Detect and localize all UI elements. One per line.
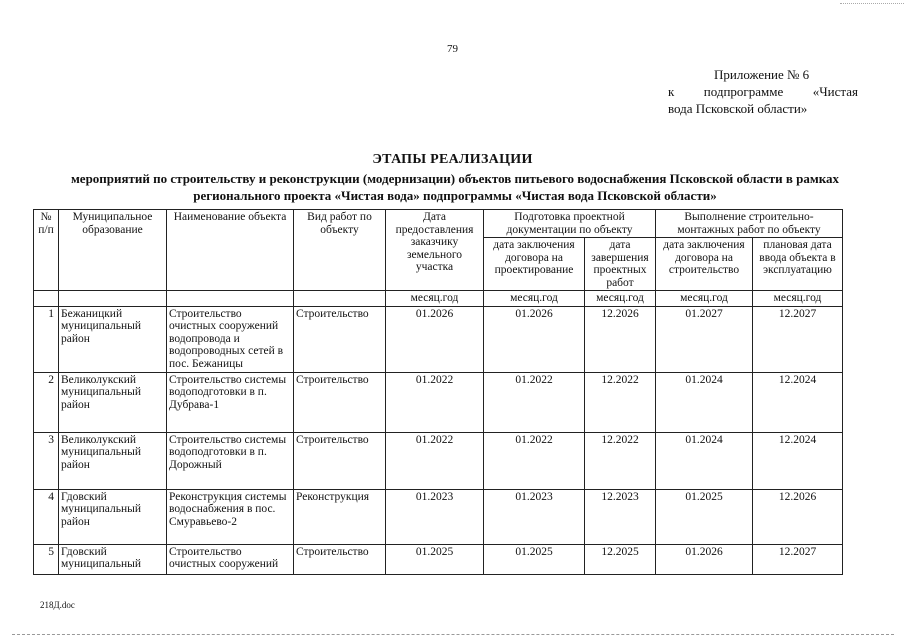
cell-design-contract: 01.2026: [484, 306, 585, 372]
cell-land-date: 01.2022: [386, 372, 484, 432]
appendix-word: «Чистая: [812, 84, 858, 99]
cell-work-type: Реконструкция: [294, 489, 386, 544]
unit-label: месяц.год: [585, 291, 656, 307]
cell-construction-contract: 01.2025: [656, 489, 753, 544]
unit-label: месяц.год: [484, 291, 585, 307]
page-bottom-edge: [12, 634, 894, 635]
cell-municipality: Бежаницкий муниципальный район: [59, 306, 167, 372]
unit-label: месяц.год: [656, 291, 753, 307]
unit-label: месяц.год: [386, 291, 484, 307]
cell-object: Реконструкция системы водоснабжения в пос. Смуравьево-2: [167, 489, 294, 544]
cell-land-date: 01.2025: [386, 544, 484, 574]
document-title: ЭТАПЫ РЕАЛИЗАЦИИ: [372, 152, 533, 167]
cell-num: 4: [34, 489, 59, 544]
cell-work-type: Строительство: [294, 306, 386, 372]
cell-construction-contract: 01.2024: [656, 432, 753, 489]
header-num: № п/п: [34, 210, 59, 291]
cell-num: 1: [34, 306, 59, 372]
header-design-finish: дата завершения проектных работ: [585, 238, 656, 291]
table-row: [34, 432, 843, 489]
header-construction-contract: дата заключения договора на строительство: [656, 238, 753, 291]
cell-design-contract: 01.2022: [484, 372, 585, 432]
stages-table: [33, 209, 843, 575]
header-municipality: Муниципальное образование: [59, 210, 167, 291]
cell-design-finish: 12.2025: [585, 544, 656, 574]
cell-num: 5: [34, 544, 59, 574]
cell-work-type: Строительство: [294, 544, 386, 574]
cell-land-date: 01.2022: [386, 432, 484, 489]
cell-design-finish: 12.2022: [585, 372, 656, 432]
header-design-group: Подготовка проектной документации по объекту: [484, 210, 656, 238]
cell-design-finish: 12.2022: [585, 432, 656, 489]
document-subtitle: мероприятий по строительству и реконструкции (модернизации) объектов питьевого водоснабжения Псковской области в рамках регионального проекта «Чистая вода» подпрограммы «Чистая вода Псковской области»: [70, 171, 840, 203]
table-row: [34, 544, 843, 574]
cell-commissioning: 12.2024: [753, 432, 843, 489]
cell-work-type: Строительство: [294, 372, 386, 432]
header-construction-group: Выполнение строительно-монтажных работ по объекту: [656, 210, 843, 238]
cell-object: Строительство очистных сооружений: [167, 544, 294, 574]
cell-design-finish: 12.2026: [585, 306, 656, 372]
cell-construction-contract: 01.2024: [656, 372, 753, 432]
appendix-line-3: вода Псковской области»: [668, 101, 808, 116]
page-number: 79: [447, 43, 458, 55]
cell-design-contract: 01.2023: [484, 489, 585, 544]
cell-num: 2: [34, 372, 59, 432]
cell-work-type: Строительство: [294, 432, 386, 489]
header-object: Наименование объекта: [167, 210, 294, 291]
cell-num: 3: [34, 432, 59, 489]
cell-construction-contract: 01.2026: [656, 544, 753, 574]
appendix-header: [668, 66, 858, 117]
cell-commissioning: 12.2024: [753, 372, 843, 432]
table-row: [34, 306, 843, 372]
appendix-line-1: Приложение № 6: [714, 67, 810, 82]
units-row: [34, 291, 843, 307]
table-row: [34, 372, 843, 432]
cell-construction-contract: 01.2027: [656, 306, 753, 372]
cell-land-date: 01.2023: [386, 489, 484, 544]
header-commissioning: плановая дата ввода объекта в эксплуатацию: [753, 238, 843, 291]
header-work-type: Вид работ по объекту: [294, 210, 386, 291]
cell-land-date: 01.2026: [386, 306, 484, 372]
cell-municipality: Великолукский муниципальный район: [59, 372, 167, 432]
cell-design-contract: 01.2025: [484, 544, 585, 574]
cell-commissioning: 12.2027: [753, 544, 843, 574]
table-row: [34, 489, 843, 544]
cell-design-contract: 01.2022: [484, 432, 585, 489]
appendix-word: подпрограмме: [703, 84, 784, 99]
unit-label: месяц.год: [753, 291, 843, 307]
header-land-date: Дата предоставления заказчику земельного участка: [386, 210, 484, 291]
appendix-word: к: [668, 84, 675, 99]
cell-municipality: Гдовский муниципальный район: [59, 489, 167, 544]
cell-design-finish: 12.2023: [585, 489, 656, 544]
cell-municipality: Гдовский муниципальный: [59, 544, 167, 574]
cell-object: Строительство системы водоподготовки в п. Дубрава-1: [167, 372, 294, 432]
cell-object: Строительство системы водоподготовки в п. Дорожный: [167, 432, 294, 489]
footer-filename: 218Д.doc: [40, 600, 75, 610]
cell-object: Строительство очистных сооружений водопровода и водопроводных сетей в пос. Бежаницы: [167, 306, 294, 372]
cell-commissioning: 12.2027: [753, 306, 843, 372]
appendix-line-2: [668, 83, 858, 100]
cell-municipality: Великолукский муниципальный район: [59, 432, 167, 489]
cell-commissioning: 12.2026: [753, 489, 843, 544]
scan-edge-mark: [840, 3, 904, 4]
header-row: [34, 210, 843, 238]
header-design-contract: дата заключения договора на проектирование: [484, 238, 585, 291]
